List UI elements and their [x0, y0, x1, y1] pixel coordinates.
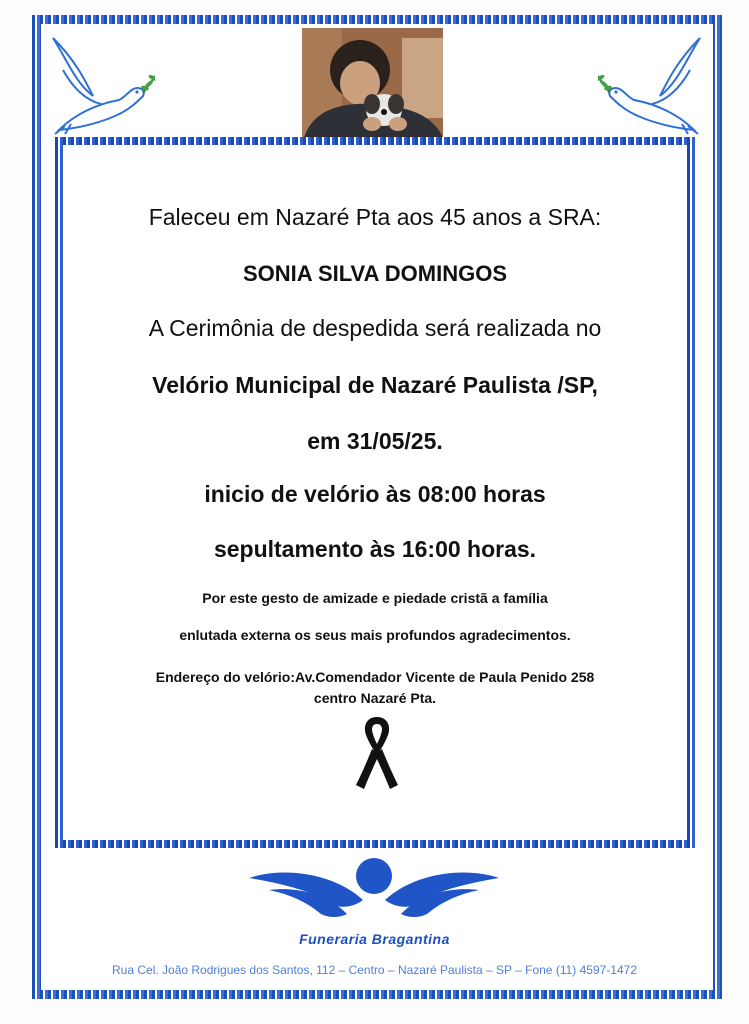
ceremony-text: A Cerimônia de despedida será realizada no [148, 315, 602, 341]
funeral-home-contact: Rua Cel. João Rodrigues dos Santos, 112 – Centro – Nazaré Paulista – SP – Fone (11) 4597-1472 [112, 963, 637, 977]
wake-address-line-1: Endereço do velório:Av.Comendador Vicente de Paula Penido 258 [155, 669, 595, 685]
deceased-name: SONIA SILVA DOMINGOS [242, 261, 507, 286]
ceremony-date: em 31/05/25. [307, 428, 443, 454]
dove-icon [45, 30, 155, 135]
venue-name: Velório Municipal de Nazaré Paulista /SP, [152, 372, 598, 398]
death-announcement: Faleceu em Nazaré Pta aos 45 anos a SRA: [148, 204, 602, 230]
portrait-photo [302, 28, 443, 138]
dove-icon [598, 30, 708, 135]
funeral-home-logo [245, 856, 503, 922]
thanks-line-2: enlutada externa os seus mais profundos agradecimentos. [179, 627, 571, 643]
funeral-home-name: Funeraria Bragantina [299, 931, 450, 947]
burial-time: sepultamento às 16:00 horas. [213, 536, 537, 562]
thanks-line-1: Por este gesto de amizade e piedade cristã a família [202, 590, 548, 606]
wake-start-time: inicio de velório às 08:00 horas [204, 481, 546, 507]
wake-address-line-2: centro Nazaré Pta. [313, 690, 437, 706]
mourning-ribbon-icon [354, 713, 400, 790]
